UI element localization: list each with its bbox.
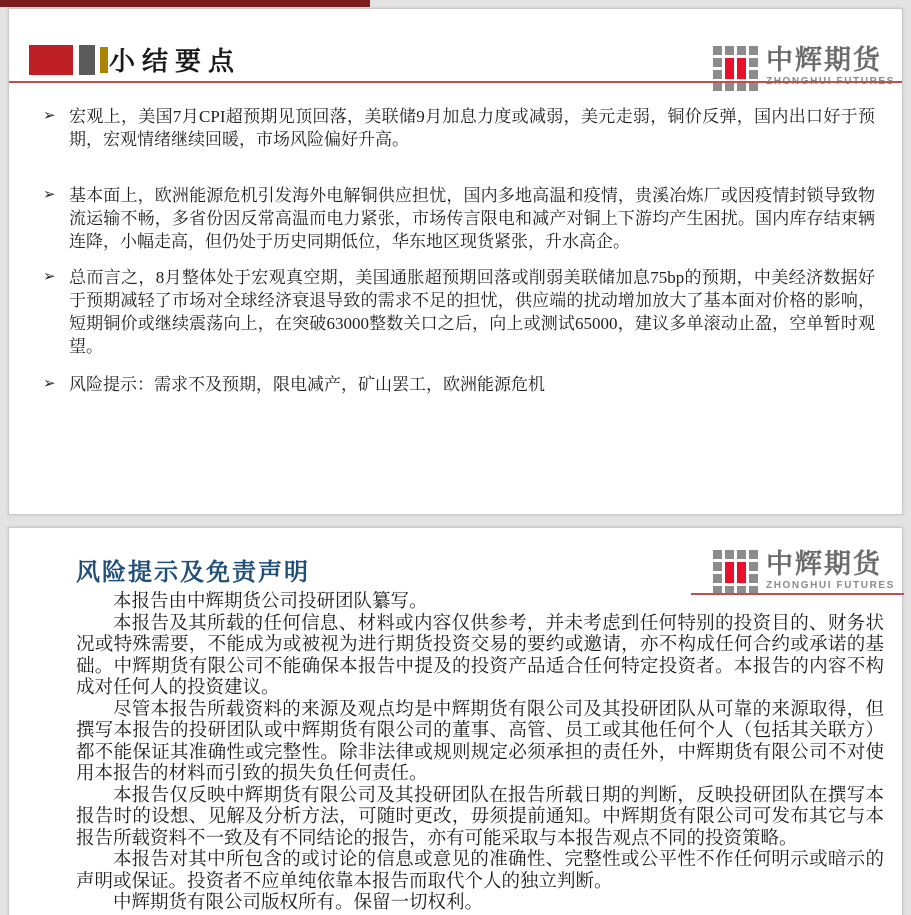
disclaimer-paragraph: 本报告及其所载的任何信息、材料或内容仅供参考，并未考虑到任何特别的投资目的、财务状况或特殊需要，不能成为或被视为进行期货投资交易的要约或邀请，亦不构成任何合约或承诺的基础。中辉期货有限公司不能确保本报告中提及的投资产品适合任何特定投资者。本报告的内容不构成对任何人的投资建议。: [76, 613, 884, 698]
zhonghui-logo-icon: [713, 550, 758, 595]
logo-gray-cell: [713, 562, 722, 571]
bullet-text: 宏观上，美国7月CPI超预期见顶回落，美联储9月加息力度或减弱，美元走弱，铜价反弹，国内出口好于预期，宏观情绪继续回暖，市场风险偏好升高。: [69, 107, 875, 149]
logo-gray-cell: [713, 70, 722, 79]
disclaimer-body: [76, 592, 884, 915]
logo-gray-cell: [749, 562, 758, 571]
zhonghui-logo: [713, 45, 895, 91]
bullet-item-conclusion: [43, 266, 875, 358]
logo-red-cell: [737, 562, 746, 583]
logo-gray-cell: [737, 46, 746, 55]
logo-gray-cell: [749, 82, 758, 91]
top-accent-stripe: [0, 0, 370, 7]
bullet-arrow-icon: ➢: [43, 269, 56, 285]
header-deco-gold-block: [100, 47, 108, 73]
logo-gray-cell: [725, 82, 734, 91]
bullet-arrow-icon: ➢: [43, 108, 56, 124]
bullet-arrow-icon: ➢: [43, 187, 56, 203]
summary-slide-card: [8, 8, 903, 515]
bullet-item-risk: [43, 373, 875, 396]
logo-company-name-en: ZHONGHUI FUTURES: [766, 580, 895, 591]
logo-gray-cell: [713, 58, 722, 67]
logo-gray-cell: [749, 70, 758, 79]
logo-gray-cell: [713, 550, 722, 559]
logo-gray-cell: [725, 46, 734, 55]
bullet-text: 风险提示：需求不及预期，限电减产，矿山罢工，欧洲能源危机: [69, 375, 545, 394]
bullet-text: 基本面上，欧洲能源危机引发海外电解铜供应担忧，国内多地高温和疫情，贵溪冶炼厂或因疫情封锁导致物流运输不畅，多省份因反常高温而电力紧张，市场传言限电和减产对铜上下游均产生困扰。国内库存结束辆连降，小幅走高，但仍处于历史同期低位，华东地区现货紧张，升水高企。: [69, 186, 875, 251]
logo-red-cell: [737, 58, 746, 79]
logo-red-cell: [725, 58, 734, 79]
disclaimer-paragraph: 中辉期货有限公司版权所有。保留一切权利。: [113, 893, 484, 913]
bullet-arrow-icon: ➢: [43, 376, 56, 392]
logo-gray-cell: [749, 46, 758, 55]
logo-gray-cell: [713, 46, 722, 55]
disclaimer-paragraph: 本报告对其中所包含的或讨论的信息或意见的准确性、完整性或公平性不作任何明示或暗示的声明或保证。投资者不应单纯依靠本报告而取代个人的独立判断。: [76, 850, 884, 892]
disclaimer-paragraph: 尽管本报告所载资料的来源及观点均是中辉期货有限公司及其投研团队从可靠的来源取得，但撰写本报告的投研团队或中辉期货有限公司的董事、高管、员工或其他任何个人（包括其关联方）都不能保证其准确性或完整性。除非法律或规则规定必须承担的责任外，中辉期货有限公司不对使用本报告的材料而引致的损失负任何责任。: [76, 699, 884, 784]
header-deco-gray-block: [79, 45, 95, 75]
bullet-text: 总而言之，8月整体处于宏观真空期，美国通胀超预期回落或削弱美联储加息75bp的预期，中美经济数据好于预期减轻了市场对全球经济衰退导致的需求不足的担忧，供应端的扰动增加放大了基本面对价格的影响，短期铜价或继续震荡向上，在突破63000整数关口之后，向上或测试65000，建议多单滚动止盈，空单暂时观望。: [69, 268, 875, 356]
bullet-item-macro: [43, 105, 875, 151]
logo-gray-cell: [749, 550, 758, 559]
logo-company-name: 中辉期货: [766, 45, 882, 75]
logo-gray-cell: [749, 574, 758, 583]
logo-gray-cell: [713, 82, 722, 91]
logo-gray-cell: [725, 550, 734, 559]
header-deco-red-block: [29, 45, 73, 75]
disclaimer-title: 风险提示及免责声明: [76, 560, 310, 586]
logo-company-name: 中辉期货: [766, 549, 882, 579]
disclaimer-paragraph: 本报告仅反映中辉期货有限公司及其投研团队在报告所载日期的判断，反映投研团队在撰写本报告时的设想、见解及分析方法，可随时更改，毋须提前通知。中辉期货有限公司可发布其它与本报告所载资料不一致及有不同结论的报告，亦有可能采取与本报告观点不同的投资策略。: [76, 785, 884, 849]
logo-gray-cell: [737, 550, 746, 559]
summary-bullet-list: [43, 105, 875, 396]
summary-title: 小结要点: [109, 47, 242, 76]
disclaimer-slide-card: [8, 527, 903, 915]
disclaimer-paragraph: 本报告由中辉期货公司投研团队纂写。: [113, 592, 428, 612]
header-separator-line: [9, 81, 902, 83]
zhonghui-logo: [713, 549, 895, 595]
bullet-item-fundamentals: [43, 184, 875, 253]
zhonghui-logo-icon: [713, 46, 758, 91]
logo-gray-cell: [737, 82, 746, 91]
logo-gray-cell: [713, 574, 722, 583]
zhonghui-logo-text: [766, 549, 895, 591]
logo-red-cell: [725, 562, 734, 583]
logo-gray-cell: [749, 58, 758, 67]
